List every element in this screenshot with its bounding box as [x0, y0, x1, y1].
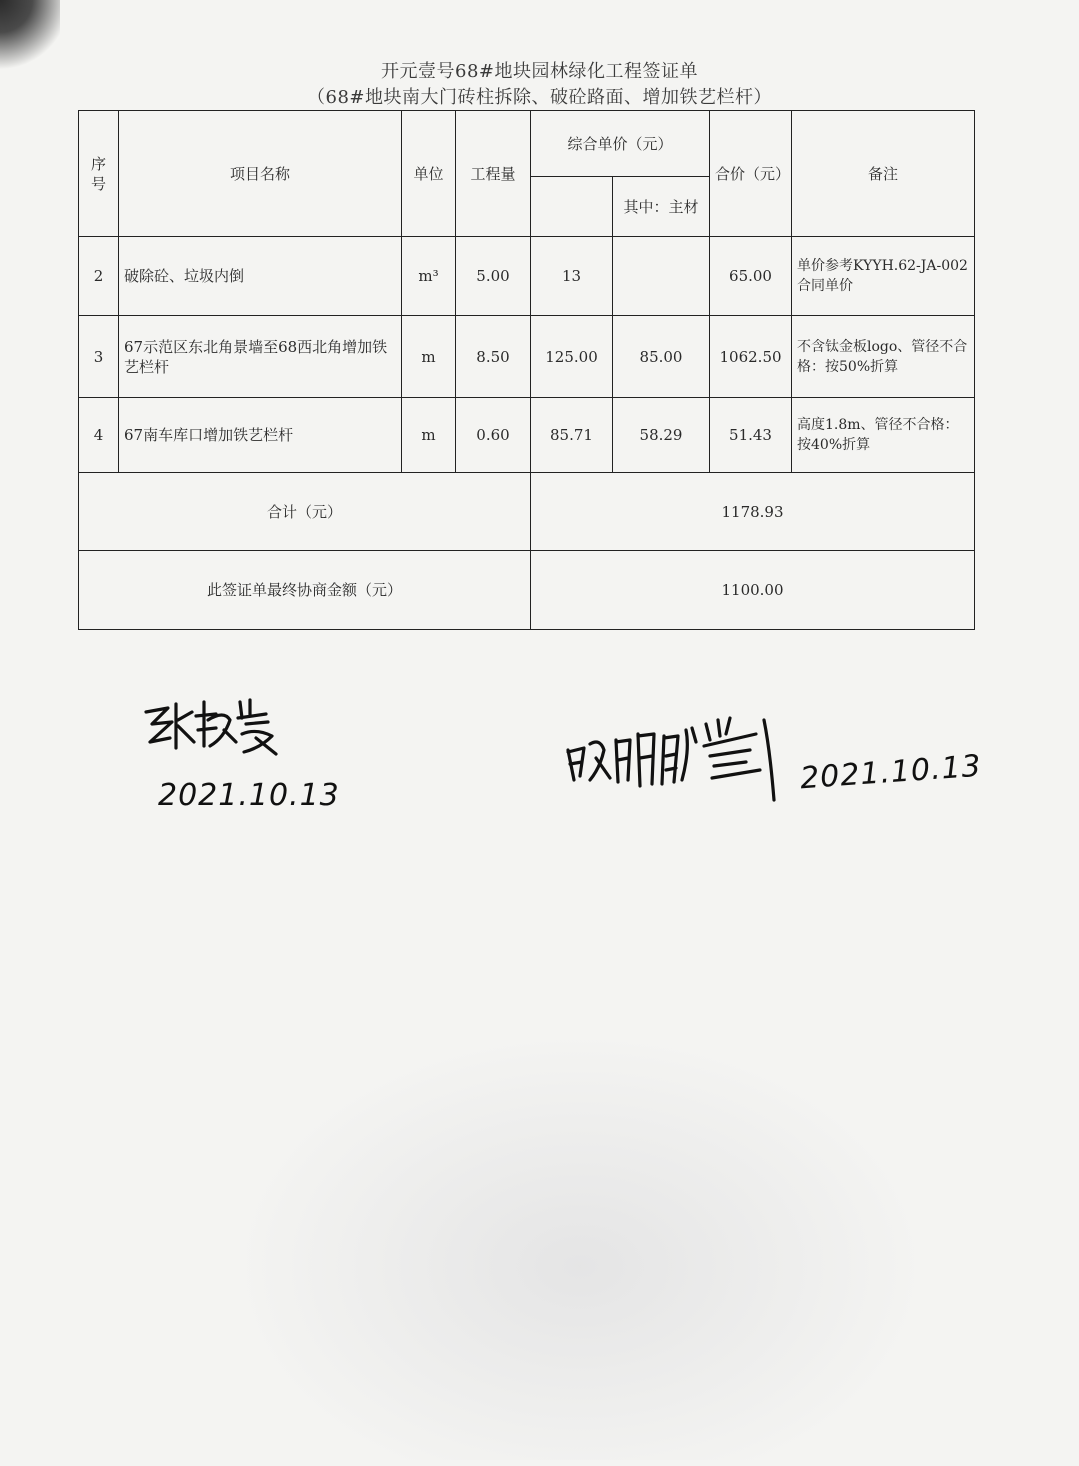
cell-price: 85.71	[531, 398, 613, 472]
final-row	[79, 551, 975, 630]
cell-name: 67南车库口增加铁艺栏杆	[119, 398, 402, 472]
header-price-blank	[531, 177, 613, 237]
left-signature	[138, 690, 288, 760]
cell-qty: 5.00	[456, 237, 531, 316]
cell-price: 13	[531, 237, 613, 316]
header-unit-price: 综合单价（元）	[531, 111, 710, 177]
header-remark: 备注	[792, 111, 975, 237]
final-value: 1100.00	[531, 551, 975, 630]
sum-row	[79, 472, 975, 551]
cell-seq: 3	[79, 315, 119, 398]
cell-seq: 4	[79, 398, 119, 472]
cell-total: 1062.50	[710, 315, 792, 398]
final-label: 此签证单最终协商金额（元）	[79, 551, 531, 630]
sum-label: 合计（元）	[79, 472, 531, 551]
cell-total: 51.43	[710, 398, 792, 472]
cell-seq: 2	[79, 237, 119, 316]
header-seq: 序号	[79, 111, 119, 237]
cell-unit: m	[402, 398, 456, 472]
cell-material: 58.29	[613, 398, 710, 472]
cell-remark: 不含钛金板logo、管径不合格：按50%折算	[792, 315, 975, 398]
header-main-material: 其中：主材	[613, 177, 710, 237]
cell-price: 125.00	[531, 315, 613, 398]
header-unit: 单位	[402, 111, 456, 237]
cell-name: 67示范区东北角景墙至68西北角增加铁艺栏杆	[119, 315, 402, 398]
cell-remark: 单价参考KYYH.62-JA-002合同单价	[792, 237, 975, 316]
visa-table	[78, 110, 975, 630]
table-row	[79, 237, 975, 316]
cell-material: 85.00	[613, 315, 710, 398]
cell-remark: 高度1.8m、管径不合格：按40%折算	[792, 398, 975, 472]
cell-unit: m	[402, 315, 456, 398]
table-row	[79, 315, 975, 398]
cell-total: 65.00	[710, 237, 792, 316]
paper-stain	[230, 1030, 930, 1460]
left-signature-date: 2021.10.13	[158, 778, 340, 813]
header-qty: 工程量	[456, 111, 531, 237]
header-total: 合价（元）	[710, 111, 792, 237]
header-name: 项目名称	[119, 111, 402, 237]
cell-qty: 8.50	[456, 315, 531, 398]
right-signature	[560, 690, 790, 805]
sum-value: 1178.93	[531, 472, 975, 551]
table-row	[79, 398, 975, 472]
document-subtitle: （68#地块南大门砖柱拆除、破砼路面、增加铁艺栏杆）	[307, 87, 772, 108]
cell-name: 破除砼、垃圾内倒	[119, 237, 402, 316]
cell-qty: 0.60	[456, 398, 531, 472]
document-title: 开元壹号68#地块园林绿化工程签证单	[381, 61, 698, 82]
right-signature-date: 2021.10.13	[799, 748, 983, 797]
cell-unit: m³	[402, 237, 456, 316]
cell-material	[613, 237, 710, 316]
